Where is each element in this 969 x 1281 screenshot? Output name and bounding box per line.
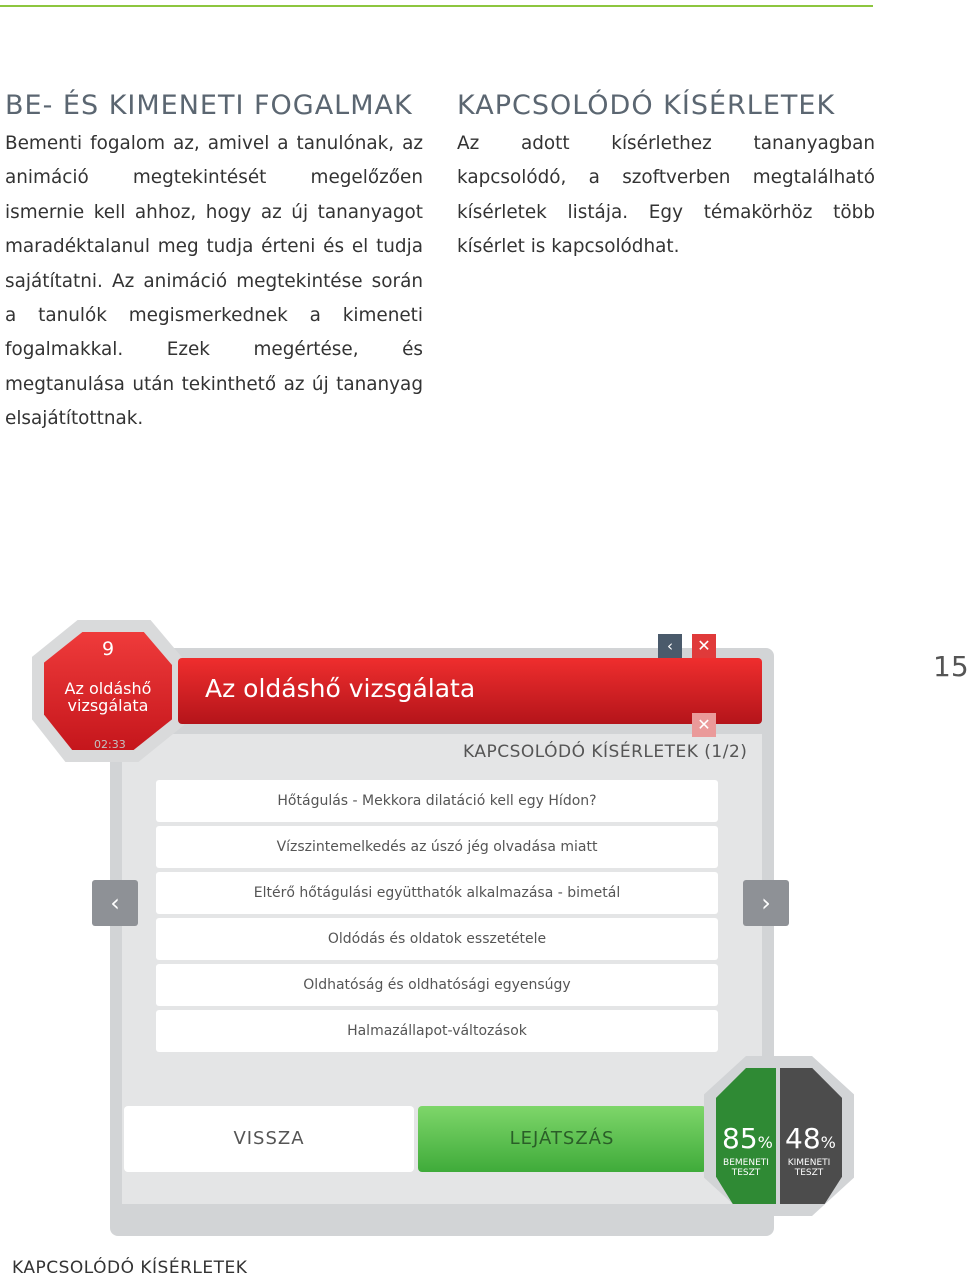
section-related-experiments — [457, 90, 875, 265]
input-label-line2: TESZT — [731, 1168, 761, 1178]
close-icon: ✕ — [697, 636, 711, 655]
input-score-value: 85 — [722, 1122, 758, 1155]
output-label-line1: KIMENETI — [787, 1158, 831, 1168]
chevron-left-icon: ‹ — [667, 637, 673, 655]
list-item[interactable]: Eltérő hőtágulási együtthatók alkalmazása - bimetál — [156, 872, 718, 914]
section-body: Bementi fogalom az, amivel a tanulónak, az animáció megtekintését megelőzően ismernie kell ahhoz, hogy az új tananyagot maradéktalanul meg tudja érteni és el tudja sajátítatni. Az animáció megtekintése során a tanulók megismerkednek a kimeneti fogalmakkal. Ezek megértése, és megtanulása után tekinthető az új tananyag elsajátítottnak. — [5, 133, 423, 430]
list-item[interactable]: Oldódás és oldatok esszetétele — [156, 918, 718, 960]
output-test-score — [785, 1122, 836, 1155]
back-button[interactable]: VISSZA — [124, 1106, 414, 1172]
input-test-score — [722, 1122, 773, 1155]
badge-title: Az oldáshő vizsgálata — [64, 679, 152, 715]
prev-page-button[interactable] — [92, 880, 138, 926]
output-label-line2: TESZT — [794, 1168, 824, 1178]
close-button[interactable] — [692, 634, 716, 658]
chevron-right-icon: › — [761, 889, 771, 917]
close-panel-button[interactable] — [692, 713, 716, 737]
badge-time: 02:33 — [94, 738, 126, 751]
input-score-unit: % — [757, 1133, 773, 1152]
close-icon: ✕ — [697, 715, 711, 734]
page-number: 15 — [933, 650, 969, 683]
input-test-label — [718, 1158, 774, 1178]
play-button[interactable]: LEJÁTSZÁS — [418, 1106, 706, 1172]
top-rule — [0, 5, 873, 7]
experiment-list — [156, 780, 718, 1056]
section-heading: KAPCSOLÓDÓ KÍSÉRLETEK — [457, 90, 836, 121]
output-test-label — [781, 1158, 837, 1178]
list-item[interactable]: Oldhatóság és oldhatósági egyensúgy — [156, 964, 718, 1006]
header-title: Az oldáshő vizsgálata — [205, 674, 476, 703]
section-body: Az adott kísérlethez tananyagban kapcsolódó, a szoftverben megtalálható kísérletek listája. Egy témakörhöz több kísérlet is kapcsolódhat. — [457, 133, 875, 258]
list-item[interactable]: Halmazállapot-változások — [156, 1010, 718, 1052]
footer-caption: KAPCSOLÓDÓ KÍSÉRLETEK — [12, 1258, 248, 1278]
chevron-left-icon: ‹ — [110, 889, 120, 917]
list-title: KAPCSOLÓDÓ KÍSÉRLETEK (1/2) — [463, 742, 748, 762]
section-io-concepts — [5, 90, 423, 437]
badge-number: 9 — [101, 638, 115, 660]
list-item[interactable]: Hőtágulás - Mekkora dilatáció kell egy Hídon? — [156, 780, 718, 822]
next-page-button[interactable] — [743, 880, 789, 926]
back-button-small[interactable] — [658, 634, 682, 658]
input-label-line1: BEMENETI — [723, 1158, 769, 1168]
section-heading: BE- ÉS KIMENETI FOGALMAK — [5, 90, 413, 121]
output-score-unit: % — [820, 1133, 836, 1152]
output-score-value: 48 — [785, 1122, 821, 1155]
list-item[interactable]: Vízszintemelkedés az úszó jég olvadása miatt — [156, 826, 718, 868]
